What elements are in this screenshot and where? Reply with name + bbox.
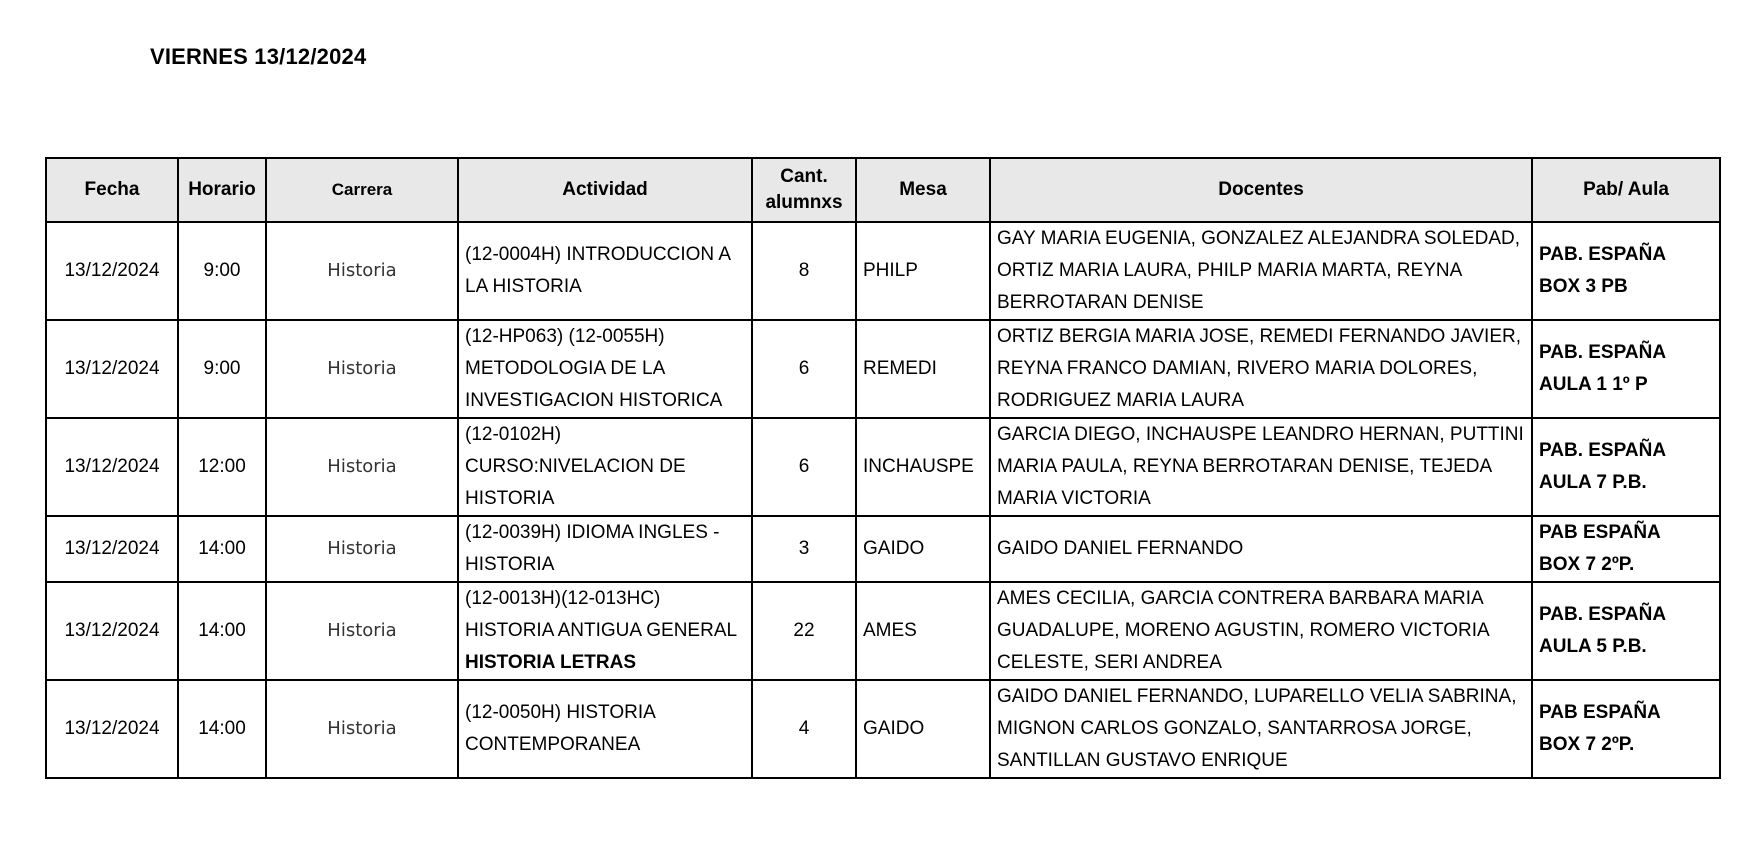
header-cant-alumnxs [752, 158, 856, 222]
aula-line: BOX 7 2ºP. [1539, 554, 1635, 575]
cell-cant: 4 [752, 680, 856, 778]
aula-line: BOX 3 PB [1539, 276, 1628, 297]
cell-carrera: Historia [266, 680, 458, 778]
table-row [46, 222, 1720, 320]
cell-mesa: AMES [856, 582, 990, 680]
cell-aula [1532, 418, 1720, 516]
docentes-line: REYNA FRANCO DAMIAN, RIVERO MARIA DOLORES, [997, 358, 1478, 379]
table-row [46, 582, 1720, 680]
cell-mesa: PHILP [856, 222, 990, 320]
cell-horario: 9:00 [178, 222, 266, 320]
header-carrera: Carrera [266, 158, 458, 222]
cell-actividad [458, 320, 752, 418]
cell-horario: 14:00 [178, 516, 266, 582]
cell-horario: 12:00 [178, 418, 266, 516]
actividad-line: (12-HP063) (12-0055H) [465, 326, 665, 347]
actividad-line: (12-0004H) INTRODUCCION A [465, 244, 732, 265]
aula-line: AULA 5 P.B. [1539, 636, 1647, 657]
actividad-line: METODOLOGIA DE LA [465, 358, 666, 379]
aula-line: AULA 1 1º P [1539, 374, 1648, 395]
cell-fecha: 13/12/2024 [46, 418, 178, 516]
cell-horario: 14:00 [178, 582, 266, 680]
header-fecha: Fecha [46, 158, 178, 222]
cell-cant: 22 [752, 582, 856, 680]
cell-aula [1532, 516, 1720, 582]
cell-mesa: GAIDO [856, 680, 990, 778]
aula-line: PAB. ESPAÑA [1539, 440, 1667, 461]
cell-actividad [458, 516, 752, 582]
table-row [46, 516, 1720, 582]
aula-line: PAB ESPAÑA [1539, 522, 1661, 543]
docentes-line: GAIDO DANIEL FERNANDO [997, 538, 1244, 559]
actividad-line: CONTEMPORANEA [465, 734, 641, 755]
cell-mesa: GAIDO [856, 516, 990, 582]
actividad-line: CURSO:NIVELACION DE [465, 456, 686, 477]
cell-docentes [990, 582, 1532, 680]
header-docentes: Docentes [990, 158, 1532, 222]
docentes-line: SANTILLAN GUSTAVO ENRIQUE [997, 750, 1288, 771]
aula-line: BOX 7 2ºP. [1539, 734, 1635, 755]
cell-carrera: Historia [266, 516, 458, 582]
table-row [46, 418, 1720, 516]
cell-mesa: INCHAUSPE [856, 418, 990, 516]
docentes-line: BERROTARAN DENISE [997, 292, 1204, 313]
table-row [46, 680, 1720, 778]
header-horario: Horario [178, 158, 266, 222]
cell-actividad [458, 418, 752, 516]
header-cant-line2: alumnxs [765, 192, 843, 213]
header-mesa: Mesa [856, 158, 990, 222]
docentes-line: MIGNON CARLOS GONZALO, SANTARROSA JORGE, [997, 718, 1472, 739]
cell-aula [1532, 320, 1720, 418]
cell-carrera: Historia [266, 582, 458, 680]
actividad-bold-line: HISTORIA LETRAS [465, 652, 637, 673]
docentes-line: MARIA PAULA, REYNA BERROTARAN DENISE, TEJEDA [997, 456, 1493, 477]
cell-actividad [458, 680, 752, 778]
cell-docentes [990, 516, 1532, 582]
cell-cant: 6 [752, 320, 856, 418]
actividad-line: (12-0039H) IDIOMA INGLES - [465, 522, 720, 543]
docentes-line: MARIA VICTORIA [997, 488, 1151, 509]
cell-horario: 9:00 [178, 320, 266, 418]
cell-docentes [990, 320, 1532, 418]
docentes-line: RODRIGUEZ MARIA LAURA [997, 390, 1245, 411]
cell-carrera: Historia [266, 222, 458, 320]
cell-fecha: 13/12/2024 [46, 320, 178, 418]
docentes-line: ORTIZ MARIA LAURA, PHILP MARIA MARTA, REYNA [997, 260, 1463, 281]
aula-line: AULA 7 P.B. [1539, 472, 1647, 493]
cell-fecha: 13/12/2024 [46, 680, 178, 778]
cell-carrera: Historia [266, 418, 458, 516]
actividad-line: HISTORIA ANTIGUA GENERAL [465, 620, 738, 641]
docentes-line: GAY MARIA EUGENIA, GONZALEZ ALEJANDRA SOLEDAD, [997, 228, 1521, 249]
cell-fecha: 13/12/2024 [46, 582, 178, 680]
cell-aula [1532, 222, 1720, 320]
docentes-line: CELESTE, SERI ANDREA [997, 652, 1222, 673]
aula-line: PAB ESPAÑA [1539, 702, 1661, 723]
docentes-line: GARCIA DIEGO, INCHAUSPE LEANDRO HERNAN, PUTTINI [997, 424, 1524, 445]
header-aula: Pab/ Aula [1532, 158, 1720, 222]
cell-docentes [990, 418, 1532, 516]
header-actividad: Actividad [458, 158, 752, 222]
cell-mesa: REMEDI [856, 320, 990, 418]
cell-aula [1532, 582, 1720, 680]
cell-actividad [458, 222, 752, 320]
cell-docentes [990, 222, 1532, 320]
actividad-line: (12-0013H)(12-013HC) [465, 588, 661, 609]
cell-horario: 14:00 [178, 680, 266, 778]
table-row [46, 320, 1720, 418]
cell-cant: 3 [752, 516, 856, 582]
actividad-line: (12-0102H) [465, 424, 562, 445]
aula-line: PAB. ESPAÑA [1539, 604, 1667, 625]
cell-actividad [458, 582, 752, 680]
cell-carrera: Historia [266, 320, 458, 418]
actividad-line: LA HISTORIA [465, 276, 582, 297]
docentes-line: AMES CECILIA, GARCIA CONTRERA BARBARA MARIA [997, 588, 1484, 609]
table-header-row [46, 158, 1720, 222]
header-cant-line1: Cant. [780, 166, 828, 187]
cell-cant: 6 [752, 418, 856, 516]
cell-aula [1532, 680, 1720, 778]
cell-fecha: 13/12/2024 [46, 516, 178, 582]
actividad-line: HISTORIA [465, 554, 555, 575]
docentes-line: GUADALUPE, MORENO AGUSTIN, ROMERO VICTORIA [997, 620, 1490, 641]
actividad-line: (12-0050H) HISTORIA [465, 702, 656, 723]
cell-docentes [990, 680, 1532, 778]
actividad-line: HISTORIA [465, 488, 555, 509]
cell-fecha: 13/12/2024 [46, 222, 178, 320]
page-title: VIERNES 13/12/2024 [150, 44, 367, 69]
actividad-line: INVESTIGACION HISTORICA [465, 390, 723, 411]
aula-line: PAB. ESPAÑA [1539, 244, 1667, 265]
docentes-line: GAIDO DANIEL FERNANDO, LUPARELLO VELIA SABRINA, [997, 686, 1517, 707]
exam-schedule-table [45, 157, 1721, 779]
cell-cant: 8 [752, 222, 856, 320]
aula-line: PAB. ESPAÑA [1539, 342, 1667, 363]
docentes-line: ORTIZ BERGIA MARIA JOSE, REMEDI FERNANDO JAVIER, [997, 326, 1521, 347]
